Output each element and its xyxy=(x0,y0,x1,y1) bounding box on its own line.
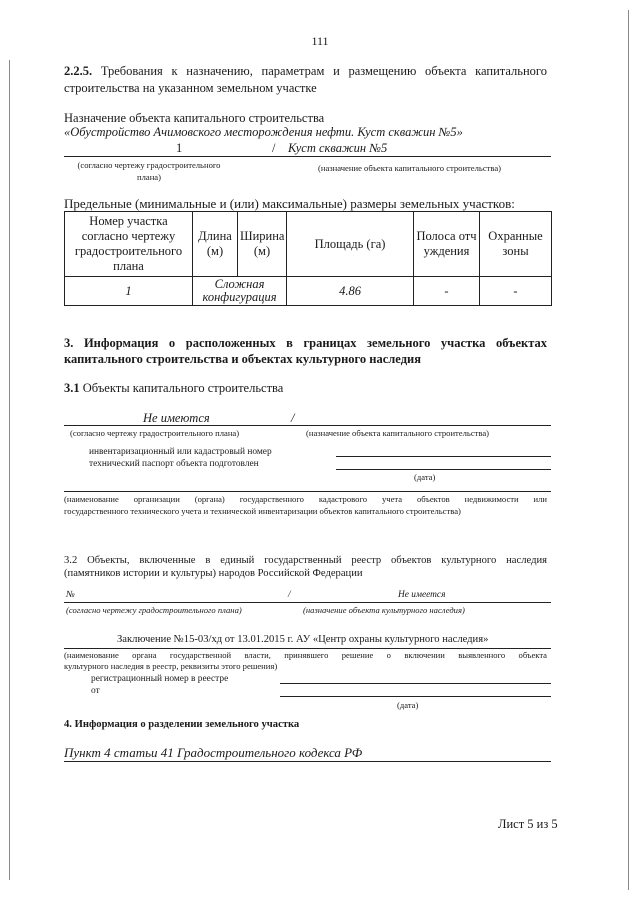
section-31-text: Объекты капитального строительства xyxy=(82,381,284,395)
limits-table xyxy=(64,211,552,306)
cs-slash: / xyxy=(291,411,295,425)
cs-none-value: Не имеются xyxy=(143,411,210,425)
authority-caption-line2: культурного наследия в реестр, реквизиты этого решения) xyxy=(64,661,278,671)
heritage-slash: / xyxy=(288,590,291,600)
limits-header-protected-zones: Охранные зоны xyxy=(480,212,552,277)
section-31-number: 3.1 xyxy=(64,381,80,395)
section-4-underline xyxy=(64,761,551,762)
inventory-label-line2: технический паспорт объекта подготовлен xyxy=(89,459,259,469)
heritage-caption-purpose: (назначение объекта культурного наследия) xyxy=(303,605,465,615)
caption-plan-line2: плана) xyxy=(137,172,161,182)
heritage-number-label: № xyxy=(66,590,75,600)
section-225-title-text: Требования к назначению, параметрам и размещению объекта капитального xyxy=(100,64,547,78)
limits-cell-configuration: Сложная конфигурация xyxy=(193,277,287,306)
heritage-caption-plan: (согласно чертежу градостроительного плана) xyxy=(66,605,242,615)
heritage-none-value: Не имеется xyxy=(398,590,446,600)
conclusion-underline xyxy=(64,648,551,649)
cs-caption-plan: (согласно чертежу градостроительного плана) xyxy=(70,428,240,438)
section-4-title: 4. Информация о разделении земельного участка xyxy=(64,719,300,730)
registry-line1 xyxy=(280,683,551,684)
section-225-number: 2.2.5. xyxy=(64,64,93,78)
scan-edge-left xyxy=(9,60,10,880)
section-225-title-line2: строительства на указанном земельном участке xyxy=(64,81,317,95)
inventory-line1 xyxy=(336,456,551,457)
limits-cell-exclusion: - xyxy=(414,277,480,306)
cs-caption-purpose: (назначение объекта капитального строительства) xyxy=(306,428,490,438)
limits-header-length: Длина (м) xyxy=(193,212,238,277)
limits-cell-zones: - xyxy=(480,277,552,306)
inventory-label-line1: инвентаризационный или кадастровый номер xyxy=(89,447,272,457)
section-32-title-line1: 3.2 Объекты, включенные в единый государственный реестр объектов культурного наследия xyxy=(64,555,547,566)
limits-header-exclusion-strip: Полоса отчуждения xyxy=(414,212,480,277)
heritage-underline xyxy=(64,602,551,603)
plan-number: 1 xyxy=(176,141,183,155)
section-3-title-line1: 3. Информация о расположенных в границах земельного участка объектах xyxy=(64,336,547,350)
section-3-title-line2: капитального строительства и объектах культурного наследия xyxy=(64,352,421,366)
caption-plan xyxy=(74,159,224,183)
authority-caption-line1: (наименование органа государственной власти, принявшего решение о включении выявленного объекта xyxy=(64,650,547,660)
table-row xyxy=(65,277,552,306)
inventory-date-caption: (дата) xyxy=(414,472,436,482)
registry-label-line1: регистрационный номер в реестре xyxy=(91,674,229,684)
limits-cell-area: 4.86 xyxy=(287,277,414,306)
sheet-number: Лист 5 из 5 xyxy=(498,817,558,831)
section-4-value: Пункт 4 статьи 41 Градостроительного кодекса РФ xyxy=(64,745,363,760)
caption-purpose: (назначение объекта капитального строительства) xyxy=(318,163,502,173)
purpose-label: Назначение объекта капитального строительства xyxy=(64,111,325,125)
registry-line2 xyxy=(280,696,551,697)
limits-table-header-row xyxy=(65,212,552,277)
registry-label-line2: от xyxy=(91,686,100,696)
limits-header-width: Ширина (м) xyxy=(238,212,287,277)
limits-header-plot-number: Номер участка согласно чертежу градостроительного плана xyxy=(65,212,193,277)
section-31-title xyxy=(64,381,283,396)
section-32-title-line2: (памятников истории и культуры) народов Российской Федерации xyxy=(64,568,363,579)
limits-cell-plot-number: 1 xyxy=(65,277,193,306)
object-name: Куст скважин №5 xyxy=(288,141,388,155)
limits-header-area: Площадь (га) xyxy=(287,212,414,277)
caption-plan-line1: (согласно чертежу градостроительного xyxy=(77,160,221,170)
purpose-value: «Обустройство Ачимовского месторождения нефти. Куст скважин №5» xyxy=(64,125,463,139)
org-caption-line1: (наименование организации (органа) государственного кадастрового учета объектов недвижимости или xyxy=(64,494,547,504)
page-number: 111 xyxy=(311,34,329,48)
scan-edge-right xyxy=(628,10,629,890)
conclusion-text: Заключение №15-03/хд от 13.01.2015 г. АУ «Центр охраны культурного наследия» xyxy=(117,634,489,645)
plan-slash: / xyxy=(272,141,276,155)
org-caption-line2: государственного технического учета и технической инвентаризации объектов капитального строительства) xyxy=(64,506,461,516)
org-underline xyxy=(64,491,551,492)
registry-date-caption: (дата) xyxy=(397,700,419,710)
object-underline xyxy=(64,156,551,157)
limits-label: Предельные (минимальные и (или) максимальные) размеры земельных участков: xyxy=(64,196,515,211)
section-225-title-line1 xyxy=(64,64,547,79)
inventory-line2 xyxy=(336,469,551,470)
cs-underline xyxy=(64,425,551,426)
